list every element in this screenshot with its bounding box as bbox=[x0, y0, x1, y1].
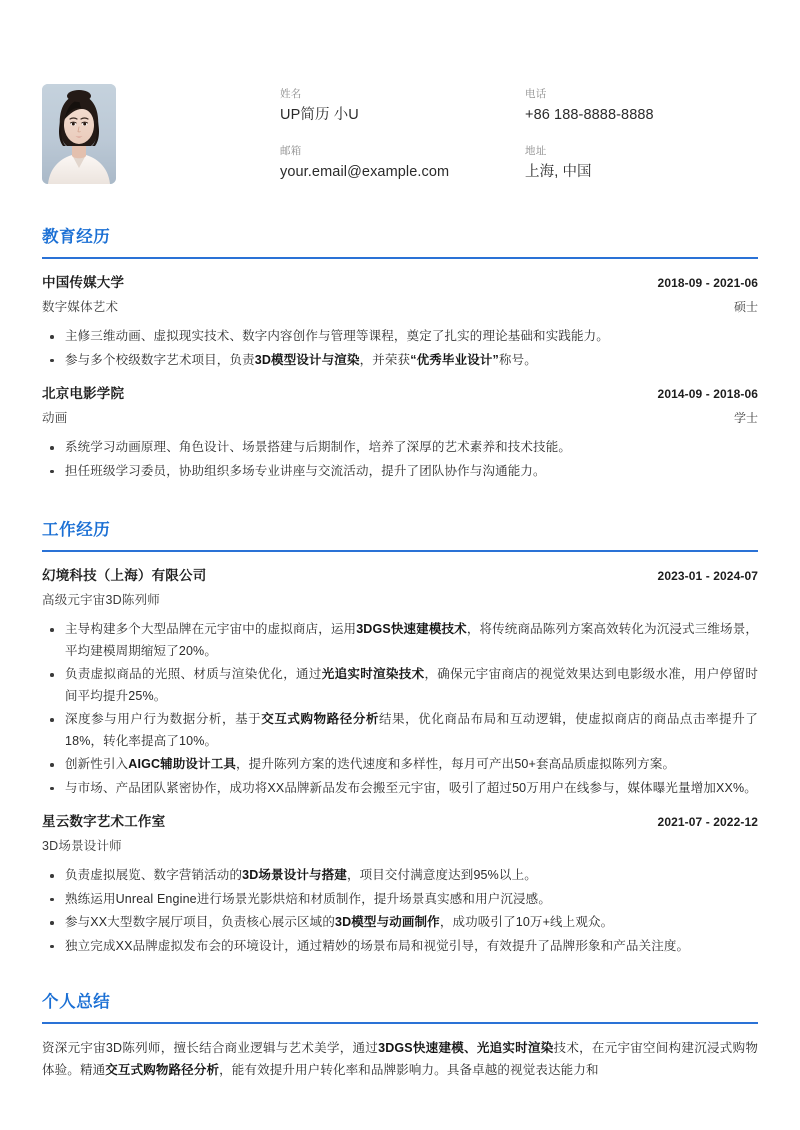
section-education bbox=[42, 226, 758, 482]
contact-value-name: UP简历 小U bbox=[280, 107, 359, 123]
resume-entry bbox=[42, 384, 758, 482]
entry-degree: 硕士 bbox=[733, 300, 758, 314]
section-divider-summary bbox=[42, 1022, 758, 1024]
entry-role: 高级元宇宙3D陈列师 bbox=[42, 593, 160, 607]
contact-field-phone bbox=[525, 87, 770, 125]
entry-bullet-list bbox=[42, 619, 758, 799]
bullet-item: 担任班级学习委员，协助组织多场专业讲座与交流活动，提升了团队协作与沟通能力。 bbox=[42, 461, 758, 483]
emphasis: “优秀毕业设计” bbox=[410, 352, 499, 367]
entry-left bbox=[42, 812, 644, 856]
section-summary bbox=[42, 991, 758, 1081]
resume-entry bbox=[42, 566, 758, 799]
bullet-item: 创新性引入AIGC辅助设计工具，提升陈列方案的迭代速度和多样性，每月可产出50+套高品质虚拟陈列方案。 bbox=[42, 754, 758, 776]
work-entry-list bbox=[42, 566, 758, 957]
emphasis: 3D模型与动画制作 bbox=[334, 915, 440, 929]
bullet-item: 参与多个校级数字艺术项目，负责3D模型设计与渲染，并荣获“优秀毕业设计”称号。 bbox=[42, 350, 758, 372]
section-divider-work bbox=[42, 550, 758, 552]
resume-entry bbox=[42, 273, 758, 371]
section-divider-education bbox=[42, 257, 758, 259]
bullet-item: 负责虚拟展览、数字营销活动的3D场景设计与搭建，项目交付满意度达到95%以上。 bbox=[42, 865, 758, 887]
profile-photo bbox=[42, 84, 116, 184]
section-work bbox=[42, 519, 758, 957]
emphasis: AIGC辅助设计工具 bbox=[128, 757, 237, 771]
resume-entry bbox=[42, 812, 758, 957]
bullet-item: 负责虚拟商品的光照、材质与渲染优化，通过光追实时渲染技术，确保元宇宙商店的视觉效果达到电影级水准，用户停留时间平均提升25%。 bbox=[42, 664, 758, 707]
entry-left bbox=[42, 273, 644, 317]
contact-value-address: 上海, 中国 bbox=[525, 164, 592, 180]
section-title-summary: 个人总结 bbox=[42, 993, 111, 1011]
contact-label-address: 地址 bbox=[525, 145, 547, 157]
entry-left bbox=[42, 384, 644, 428]
bullet-item: 深度参与用户行为数据分析，基于交互式购物路径分析结果，优化商品布局和互动逻辑，使虚拟商店的商品点击率提升了18%，转化率提高了10%。 bbox=[42, 709, 758, 752]
emphasis: 交互式购物路径分析 bbox=[261, 712, 379, 726]
entry-dates: 2023-01 - 2024-07 bbox=[657, 569, 758, 583]
entry-header-row bbox=[42, 566, 758, 610]
entry-dates: 2018-09 - 2021-06 bbox=[657, 276, 758, 290]
contact-label-name: 姓名 bbox=[280, 88, 302, 100]
summary-paragraph: 资深元宇宙3D陈列师，擅长结合商业逻辑与艺术美学，通过3DGS快速建模、光追实时渲染技术，在元宇宙空间构建沉浸式购物体验。精通交互式购物路径分析，能有效提升用户转化率和品牌影响力。具备卓越的视觉表达能力和 bbox=[42, 1041, 759, 1077]
education-entry-list bbox=[42, 273, 758, 482]
section-title-education: 教育经历 bbox=[42, 228, 111, 246]
entry-bullet-list bbox=[42, 326, 758, 371]
entry-right bbox=[644, 566, 758, 586]
profile-photo-icon bbox=[42, 84, 116, 184]
emphasis: 3DGS快速建模技术 bbox=[356, 622, 467, 636]
bullet-item: 与市场、产品团队紧密协作，成功将XX品牌新品发布会搬至元宇宙，吸引了超过50万用户在线参与，媒体曝光量增加XX%。 bbox=[42, 778, 758, 800]
entry-organization: 星云数字艺术工作室 bbox=[42, 814, 166, 829]
bullet-item: 熟练运用Unreal Engine进行场景光影烘焙和材质制作，提升场景真实感和用户沉浸感。 bbox=[42, 889, 758, 911]
entry-bullet-list bbox=[42, 437, 758, 482]
contact-label-email: 邮箱 bbox=[280, 145, 302, 157]
entry-role: 数字媒体艺术 bbox=[42, 300, 119, 314]
entry-organization: 幻境科技（上海）有限公司 bbox=[42, 568, 207, 583]
entry-left bbox=[42, 566, 644, 610]
entry-degree: 学士 bbox=[733, 411, 758, 425]
bullet-item: 参与XX大型数字展厅项目，负责核心展示区域的3D模型与动画制作，成功吸引了10万+线上观众。 bbox=[42, 912, 758, 934]
entry-header-row bbox=[42, 273, 758, 317]
entry-bullet-list bbox=[42, 865, 758, 957]
entry-right bbox=[644, 384, 758, 428]
entry-role: 动画 bbox=[42, 411, 68, 425]
entry-right bbox=[644, 812, 758, 832]
entry-organization: 北京电影学院 bbox=[42, 386, 125, 401]
contact-field-email bbox=[280, 144, 525, 182]
bullet-item: 主修三维动画、虚拟现实技术、数字内容创作与管理等课程，奠定了扎实的理论基础和实践能力。 bbox=[42, 326, 758, 348]
entry-role: 3D场景设计师 bbox=[42, 839, 122, 853]
entry-dates: 2021-07 - 2022-12 bbox=[657, 815, 758, 829]
resume-header bbox=[42, 0, 758, 190]
section-title-work: 工作经历 bbox=[42, 521, 111, 539]
entry-right bbox=[644, 273, 758, 317]
contact-value-email: your.email@example.com bbox=[280, 164, 450, 180]
bullet-item: 主导构建多个大型品牌在元宇宙中的虚拟商店，运用3DGS快速建模技术，将传统商品陈列方案高效转化为沉浸式三维场景，平均建模周期缩短了20%。 bbox=[42, 619, 758, 662]
entry-header-row bbox=[42, 812, 758, 856]
emphasis: 交互式购物路径分析 bbox=[105, 1062, 220, 1077]
emphasis: 光追实时渲染技术 bbox=[321, 667, 425, 681]
entry-dates: 2014-09 - 2018-06 bbox=[657, 387, 758, 401]
contact-value-phone: +86 188-8888-8888 bbox=[525, 107, 654, 123]
contact-grid bbox=[280, 84, 770, 182]
entry-header-row bbox=[42, 384, 758, 428]
bullet-item: 系统学习动画原理、角色设计、场景搭建与后期制作，培养了深厚的艺术素养和技术技能。 bbox=[42, 437, 758, 459]
entry-organization: 中国传媒大学 bbox=[42, 275, 125, 290]
emphasis: 3D模型设计与渲染 bbox=[254, 352, 360, 367]
contact-field-name bbox=[280, 87, 525, 125]
emphasis: 3DGS快速建模、光追实时渲染 bbox=[378, 1041, 554, 1055]
contact-label-phone: 电话 bbox=[525, 88, 547, 100]
emphasis: 3D场景设计与搭建 bbox=[242, 868, 347, 882]
contact-field-address bbox=[525, 144, 770, 182]
bullet-item: 独立完成XX品牌虚拟发布会的环境设计，通过精妙的场景布局和视觉引导，有效提升了品牌形象和产品关注度。 bbox=[42, 936, 758, 958]
